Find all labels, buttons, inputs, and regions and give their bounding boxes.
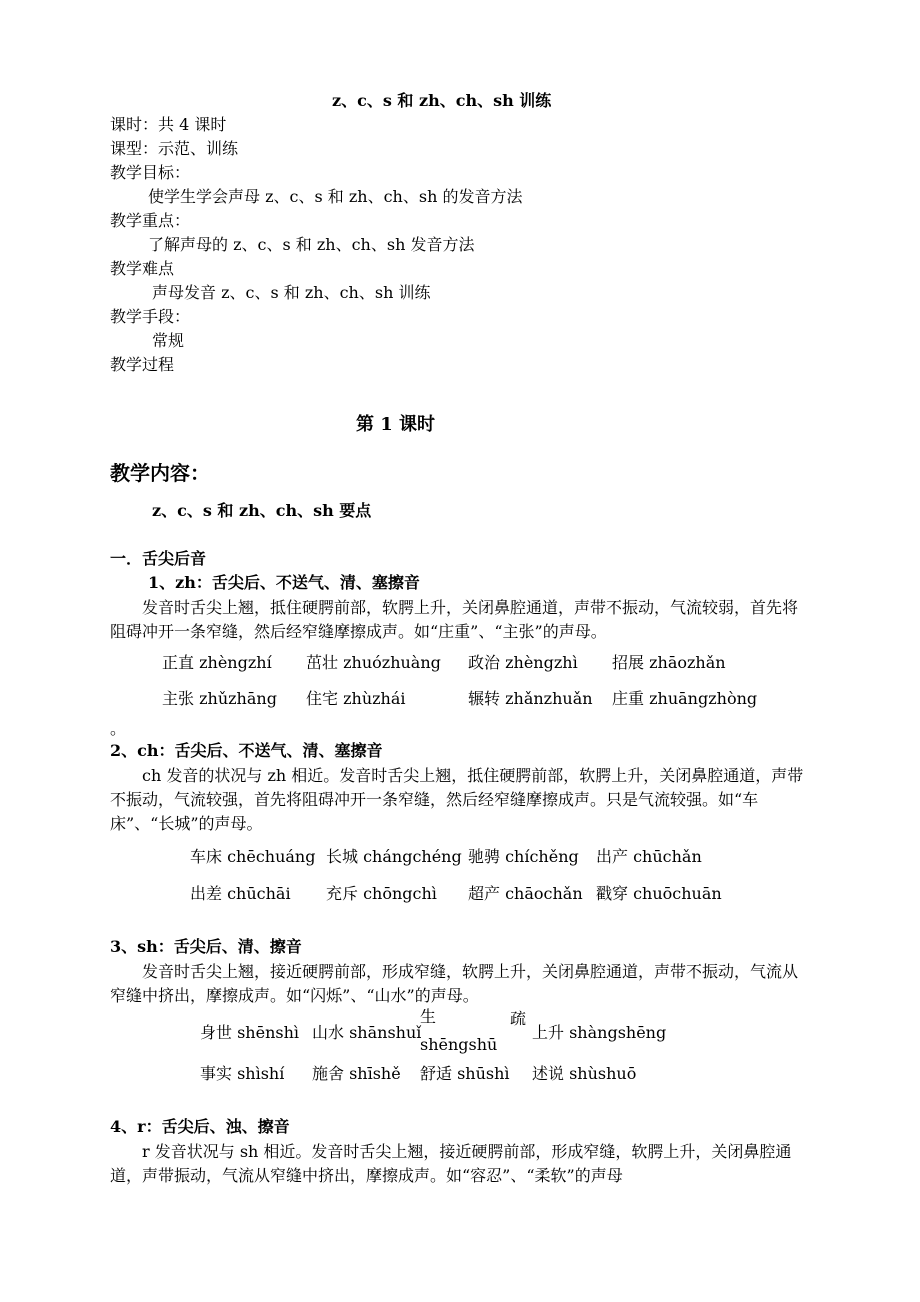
goal-text: 使学生学会声母 z、c、s 和 zh、ch、sh 的发音方法	[148, 187, 523, 206]
ch-word: 超产 chāochǎn	[468, 884, 583, 903]
sh-heading: 3、sh：舌尖后、清、擦音	[110, 937, 302, 956]
key-text: 了解声母的 z、c、s 和 zh、ch、sh 发音方法	[148, 235, 475, 254]
ch-word: 车床 chēchuáng	[190, 847, 316, 866]
difficulty-label: 教学难点	[110, 259, 175, 278]
sh-word: 舒适 shūshì	[420, 1064, 510, 1083]
sh-word-char: 生	[420, 1007, 437, 1026]
sh-word: 身世 shēnshì	[200, 1023, 300, 1042]
sh-word-char: 疏	[510, 1009, 527, 1028]
zh-word: 住宅 zhùzhái	[306, 689, 406, 708]
zh-word: 招展 zhāozhǎn	[612, 653, 726, 672]
zh-word: 庄重 zhuāngzhòng	[612, 689, 758, 708]
sh-word: 施舍 shīshě	[312, 1064, 401, 1083]
r-description: r 发音状况与 sh 相近。发音时舌尖上翘，接近硬腭前部，形成窄缝，软腭上升，关闭鼻腔通道，声带振动，气流从窄缝中挤出，摩擦成声。如“容忍”、“柔软”的声母	[110, 1142, 792, 1185]
ch-word: 驰骋 chíchěng	[468, 847, 579, 866]
goal-label: 教学目标：	[110, 163, 191, 182]
ch-word: 充斥 chōngchì	[326, 884, 437, 903]
content-label: 教学内容：	[110, 461, 210, 485]
key-label: 教学重点：	[110, 211, 191, 230]
difficulty-text: 声母发音 z、c、s 和 zh、ch、sh 训练	[152, 283, 431, 302]
zh-heading: 1、zh：舌尖后、不送气、清、塞擦音	[148, 573, 420, 592]
ch-word: 出差 chūchāi	[190, 884, 291, 903]
zh-word: 辗转 zhǎnzhuǎn	[468, 689, 593, 708]
r-heading: 4、r：舌尖后、浊、擦音	[110, 1117, 290, 1136]
sh-word: 事实 shìshí	[200, 1064, 285, 1083]
ch-word: 戳穿 chuōchuān	[596, 884, 722, 903]
ch-word: 长城 chángchéng	[326, 847, 462, 866]
sh-word-pinyin: shēngshū	[420, 1035, 498, 1054]
sh-word: 上升 shàngshēng	[532, 1023, 667, 1042]
ch-word: 出产 chūchǎn	[596, 847, 702, 866]
document-title: z、c、s 和 zh、ch、sh 训练	[332, 91, 552, 110]
ch-heading: 2、ch：舌尖后、不送气、清、塞擦音	[110, 741, 383, 760]
zh-word: 主张 zhǔzhāng	[162, 689, 277, 708]
lesson-type: 课型：示范、训练	[110, 139, 239, 158]
zh-word: 政治 zhèngzhì	[468, 653, 578, 672]
content-subtitle: z、c、s 和 zh、ch、sh 要点	[152, 501, 372, 520]
sh-word: 述说 shùshuō	[532, 1064, 637, 1083]
sh-word: 山水 shānshuǐ	[312, 1023, 422, 1042]
ch-description: ch 发音的状况与 zh 相近。发音时舌尖上翘，抵住硬腭前部，软腭上升，关闭鼻腔通道，声带不振动，气流较强，首先将阻碍冲开一条窄缝，然后经窄缝摩擦成声。只是气流较强。如“车床”、“长城”的声母。	[110, 766, 804, 833]
class-hours: 课时：共 4 课时	[110, 115, 227, 134]
zh-word: 茁壮 zhuózhuàng	[306, 653, 441, 672]
section-title: 一．舌尖后音	[110, 549, 207, 568]
lesson-title: 第 1 课时	[356, 414, 436, 435]
means-text: 常规	[152, 331, 185, 350]
sh-description: 发音时舌尖上翘，接近硬腭前部，形成窄缝，软腭上升，关闭鼻腔通道，声带不振动，气流从窄缝中挤出，摩擦成声。如“闪烁”、“山水”的声母。	[110, 962, 799, 1005]
process-label: 教学过程	[110, 355, 175, 374]
zh-description: 发音时舌尖上翘，抵住硬腭前部，软腭上升，关闭鼻腔通道，声带不振动，气流较弱，首先将阻碍冲开一条窄缝，然后经窄缝摩擦成声。如“庄重”、“主张”的声母。	[110, 598, 799, 641]
zh-word: 正直 zhèngzhí	[162, 653, 272, 672]
means-label: 教学手段：	[110, 307, 191, 326]
trailing-mark: 。	[110, 719, 127, 738]
